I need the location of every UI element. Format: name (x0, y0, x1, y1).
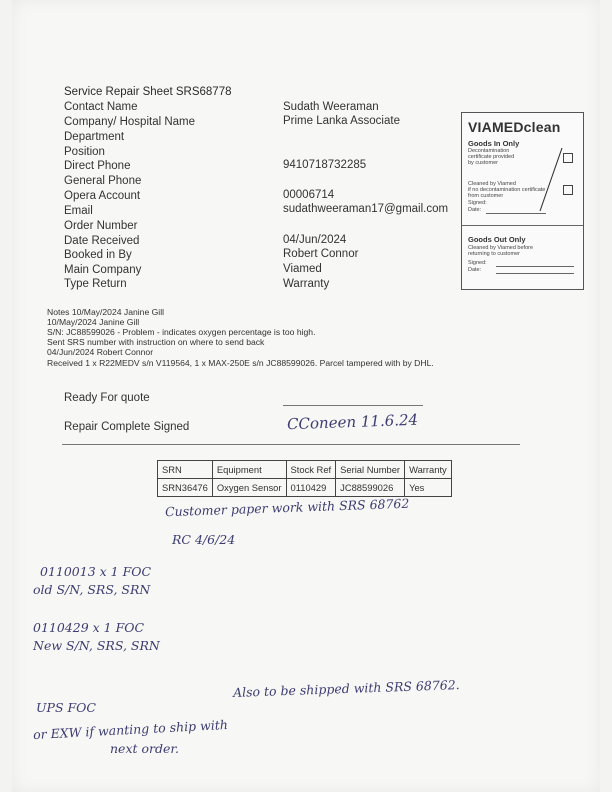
field-label-department: Department (64, 131, 125, 143)
handwritten-line-4: old S/N, SRS, SRN (33, 582, 151, 597)
tick-mark-icon (536, 145, 566, 215)
goods-out-text-1: Cleaned by Viamed before (468, 245, 534, 251)
field-label-company: Company/ Hospital Name (64, 116, 196, 128)
handwritten-line-3: 0110013 x 1 FOC (40, 564, 152, 579)
field-value-main-company: Viamed (283, 263, 322, 275)
field-value-contact-name: Sudath Weeraman (283, 101, 379, 113)
field-value-company: Prime Lanka Associate (283, 115, 400, 127)
cell-warranty: Yes (405, 479, 452, 497)
field-label-contact-name: Contact Name (64, 101, 138, 113)
field-value-direct-phone: 9410718732285 (283, 159, 367, 171)
box-divider (462, 225, 583, 226)
goods-out-heading: Goods Out Only (468, 235, 526, 244)
decontam-text-3: by customer (468, 160, 498, 166)
field-label-order-number: Order Number (64, 220, 138, 232)
field-label-type-return: Type Return (64, 278, 127, 290)
header-serial-number: Serial Number (336, 461, 405, 479)
notes-line-3: S/N: JC88599026 - Problem - indicates oxygen percentage is too high. (47, 327, 316, 337)
handwritten-line-9: or EXW if wanting to ship with (32, 716, 229, 743)
srn-table (157, 460, 452, 497)
in-signed-label: Signed: (468, 200, 487, 206)
field-value-type-return: Warranty (283, 278, 330, 290)
notes-line-6: Received 1 x R22MEDV s/n V119564, 1 x MAX-250E s/n JC88599026. Parcel tampered with by DHL. (47, 358, 434, 368)
goods-in-heading: Goods In Only (468, 139, 520, 148)
in-date-label: Date: (468, 207, 482, 213)
header-equipment: Equipment (212, 461, 286, 479)
field-value-booked-in-by: Robert Connor (283, 248, 359, 260)
table-row (158, 479, 452, 497)
cleaned-text-1: Cleaned by Viamed (468, 181, 516, 187)
handwritten-line-7: Also to be shipped with SRS 68762. (232, 677, 460, 700)
field-label-main-company: Main Company (64, 264, 142, 276)
field-label-date-received: Date Received (64, 235, 140, 247)
handwritten-line-10: next order. (110, 741, 179, 756)
field-label-general-phone: General Phone (64, 175, 142, 187)
notes-line-2: 10/May/2024 Janine Gill (47, 317, 140, 327)
field-label-opera-account: Opera Account (64, 190, 141, 202)
field-label-direct-phone: Direct Phone (64, 160, 131, 172)
field-value-email: sudathweeraman17@gmail.com (283, 203, 449, 215)
header-srn: SRN (158, 461, 213, 479)
goods-out-text-2: returning to customer (468, 251, 520, 257)
cleaned-text-2: if no decontamination certificate (468, 187, 546, 193)
out-signed-label: Signed: (468, 260, 487, 266)
header-warranty: Warranty (405, 461, 452, 479)
sheet-title: Service Repair Sheet SRS68778 (64, 86, 232, 98)
cleaned-text-3: from customer (468, 193, 504, 199)
repair-signature: CConeen 11.6.24 (286, 410, 419, 434)
field-label-email: Email (64, 205, 93, 217)
field-label-booked-in-by: Booked in By (64, 249, 132, 261)
cell-stock-ref: 0110429 (286, 479, 336, 497)
ready-for-quote-label: Ready For quote (64, 392, 150, 404)
header-stock-ref: Stock Ref (286, 461, 336, 479)
repair-complete-label: Repair Complete Signed (64, 421, 190, 433)
viamed-brand-logo: VIAMEDclean (468, 119, 561, 135)
decontam-text-1: Decontamination (468, 148, 510, 154)
out-signed-line (496, 266, 574, 267)
field-label-position: Position (64, 146, 105, 158)
handwritten-line-8: UPS FOC (36, 700, 96, 715)
field-value-opera-account: 00006714 (283, 189, 335, 201)
table-header-row (158, 461, 452, 479)
handwritten-line-2: RC 4/6/24 (172, 532, 236, 547)
cell-serial-number: JC88599026 (336, 479, 405, 497)
cell-srn: SRN36476 (158, 479, 213, 497)
handwritten-line-1: Customer paper work with SRS 68762 (164, 495, 410, 520)
ready-for-quote-line (283, 405, 423, 406)
notes-line-1: Notes 10/May/2024 Janine Gill (47, 307, 165, 317)
notes-line-4: Sent SRS number with instruction on where to send back (47, 337, 265, 347)
decontam-text-2: certificate provided (468, 154, 515, 160)
handwritten-line-6: New S/N, SRS, SRN (33, 638, 160, 653)
notes-line-5: 04/Jun/2024 Robert Connor (47, 347, 154, 357)
section-divider (62, 444, 520, 445)
viamed-clean-box (461, 112, 584, 290)
out-date-label: Date: (468, 267, 482, 273)
out-date-line (496, 273, 574, 274)
handwritten-line-5: 0110429 x 1 FOC (33, 620, 145, 635)
field-value-date-received: 04/Jun/2024 (283, 234, 347, 246)
cell-equipment: Oxygen Sensor (212, 479, 286, 497)
